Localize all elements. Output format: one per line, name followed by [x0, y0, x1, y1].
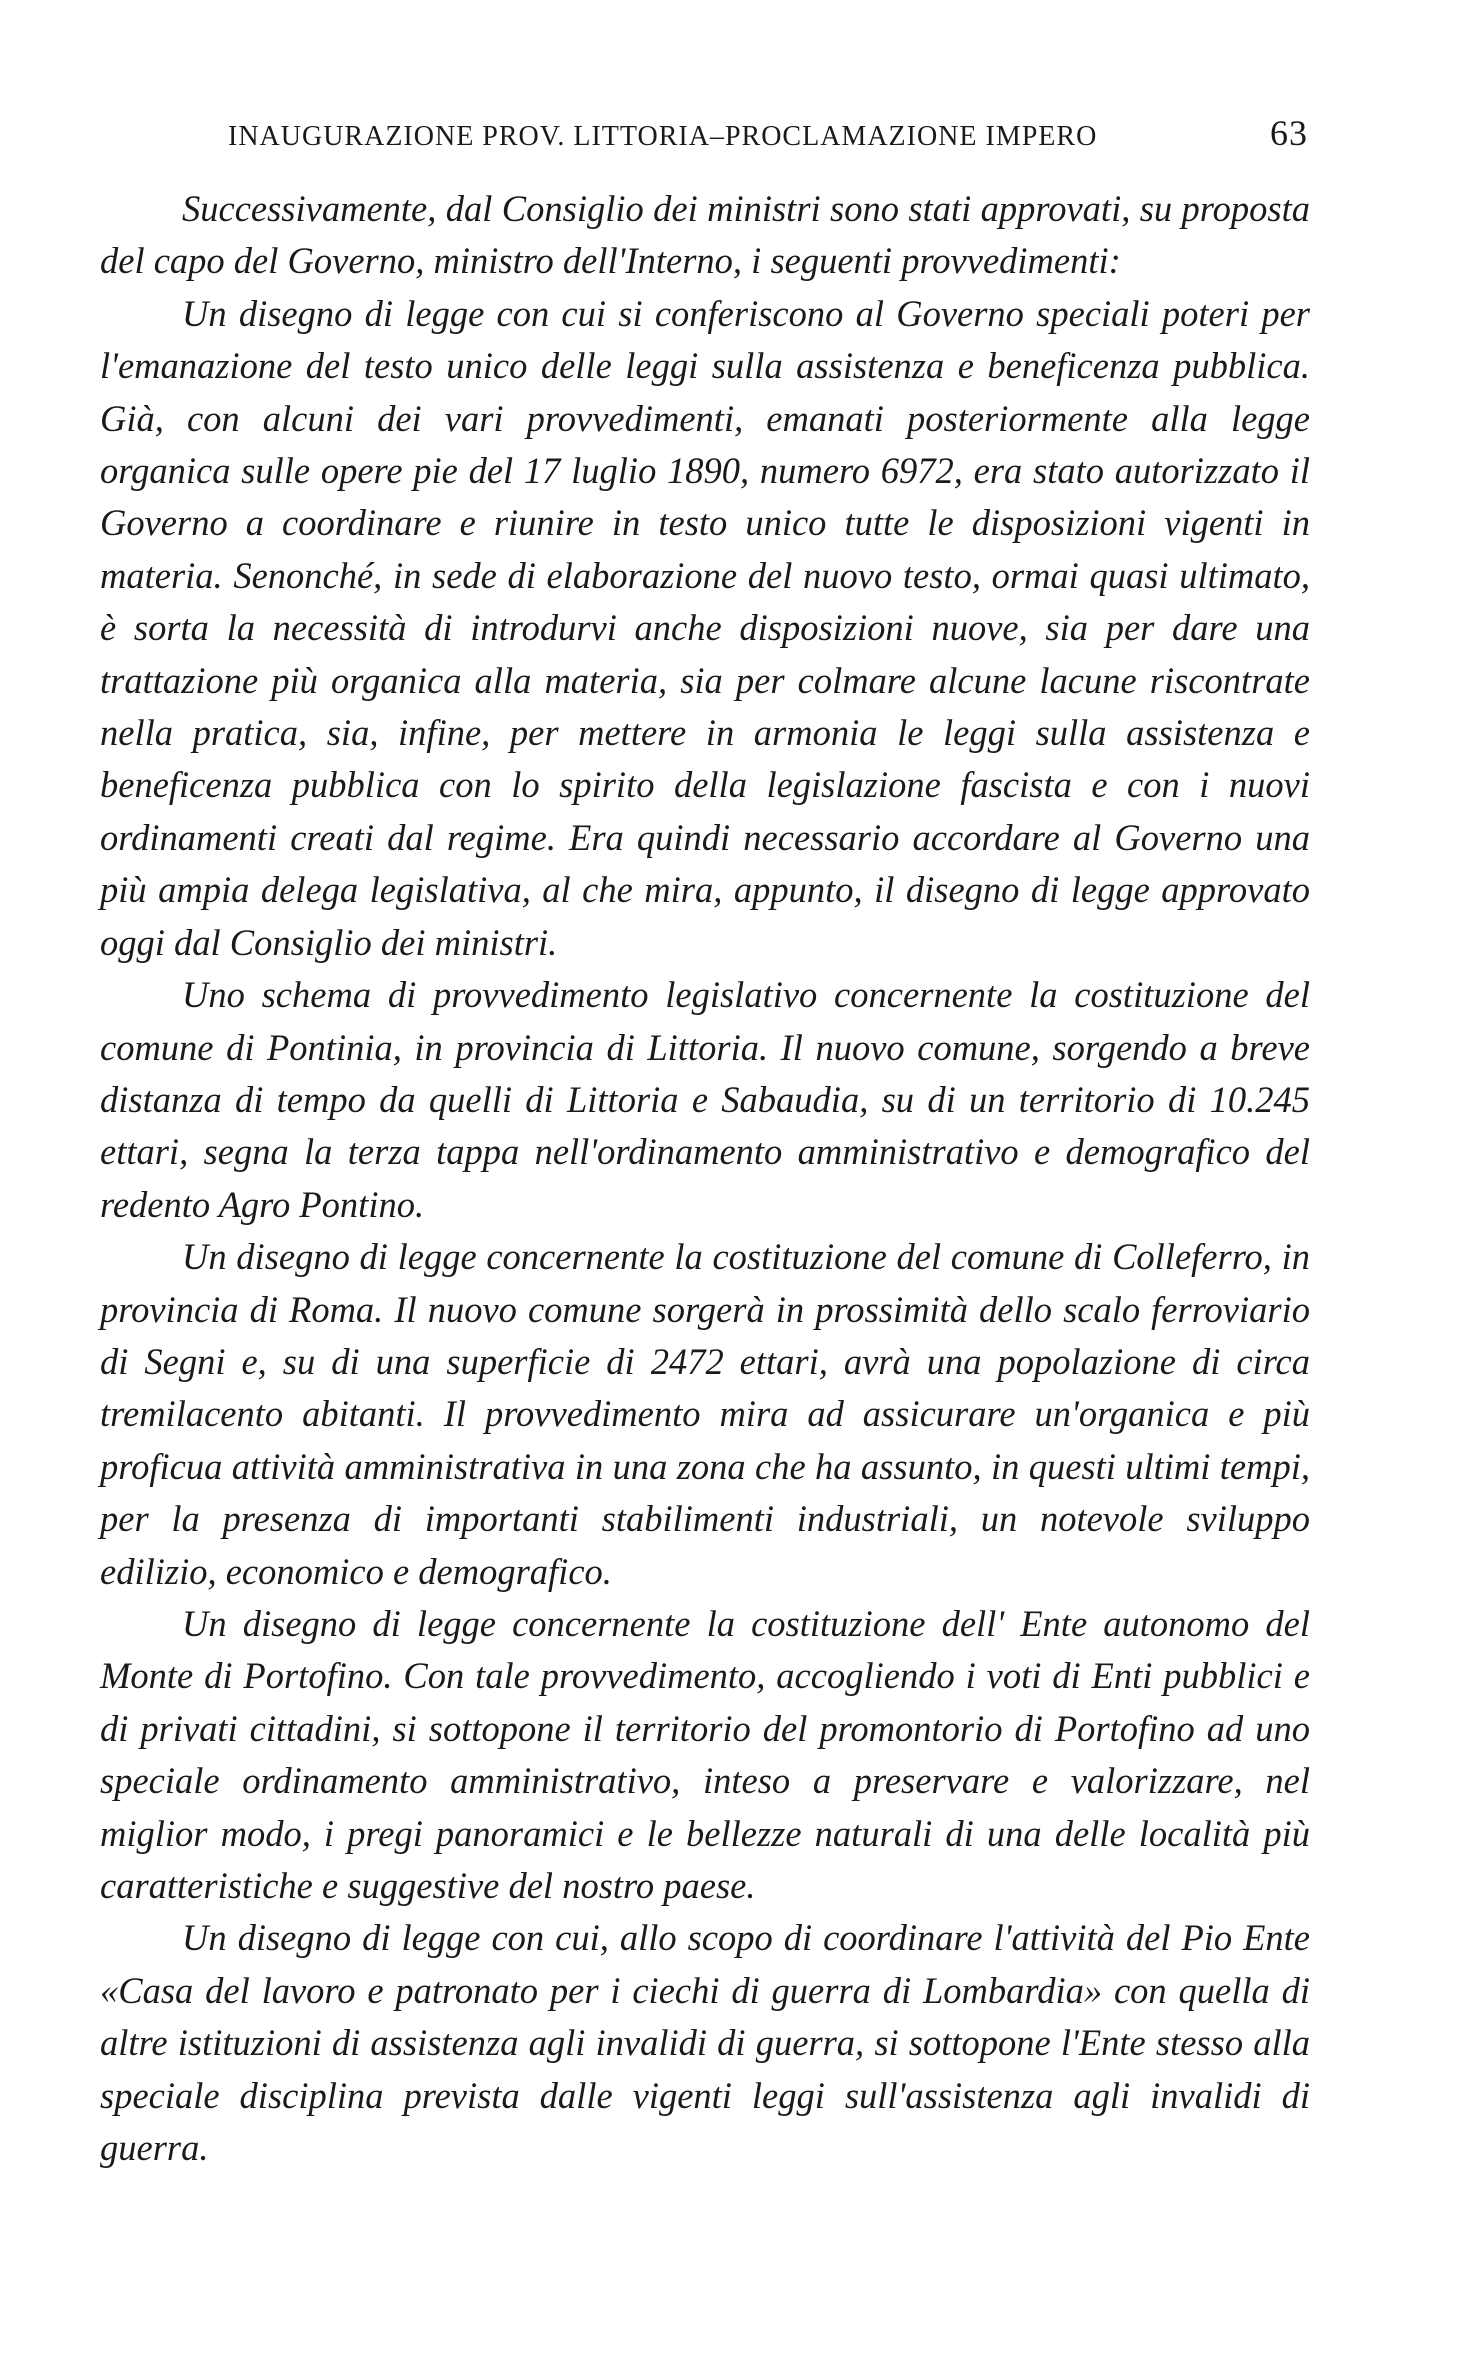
- running-head: [228, 112, 1308, 154]
- paragraph-intro: Successivamente, dal Consiglio dei ministri sono stati approvati, su proposta del capo del Governo, ministro dell'Interno, i seguenti provvedimenti:: [100, 188, 1310, 282]
- paragraph-ciechi-guerra: Un disegno di legge con cui, allo scopo di coordinare l'attività del Pio Ente «Casa del lavoro e patronato per i ciechi di guerra di Lombardia» con quella di altre istituzioni di assistenza agli invalidi di guerra, si sottopone l'Ente stesso alla speciale disciplina prevista dalle vigenti leggi sull'assistenza agli invalidi di guerra.: [100, 1917, 1310, 2169]
- paragraph-pontinia: Uno schema di provvedimento legislativo concernente la costituzione del comune di Pontinia, in provincia di Littoria. Il nuovo comune, sorgendo a breve distanza di tempo da quelli di Littoria e Sabaudia, su di un territorio di 10.245 ettari, segna la terza tappa nell'ordinamento amministrativo e demografico del redento Agro Pontino.: [100, 974, 1310, 1225]
- body-text: [100, 183, 1310, 2174]
- paragraph-portofino: Un disegno di legge concernente la costituzione dell' Ente autonomo del Monte di Portofino. Con tale provvedimento, accogliendo i voti di Enti pubblici e di privati cittadini, si sottopone il territorio del promontorio di Portofino ad uno speciale ordinamento amministrativo, inteso a preservare e valorizzare, nel miglior modo, i pregi panoramici e le bellezze naturali di una delle località più caratteristiche e suggestive del nostro paese.: [100, 1602, 1310, 1906]
- paragraph-assistenza-beneficenza: Un disegno di legge con cui si conferiscono al Governo speciali poteri per l'emanazione del testo unico delle leggi sulla assistenza e beneficenza pubblica. Già, con alcuni dei vari provvedimenti, emanati posteriormente alla legge organica sulle opere pie del 17 luglio 1890, numero 6972, era stato autorizzato il Governo a coordinare e riunire in testo unico tutte le disposizioni vigenti in materia. Senonché, in sede di elaborazione del nuovo testo, ormai quasi ultimato, è sorta la necessità di introdurvi anche disposizioni nuove, sia per dare una trattazione più organica alla materia, sia per colmare alcune lacune riscontrate nella pratica, sia, infine, per mettere in armonia le leggi sulla assistenza e beneficenza pubblica con lo spirito della legislazione fascista e con i nuovi ordinamenti creati dal regime. Era quindi necessario accordare al Governo una più ampia delega legislativa, al che mira, appunto, il disegno di legge approvato oggi dal Consiglio dei ministri.: [100, 292, 1310, 963]
- running-title: INAUGURAZIONE PROV. LITTORIA–PROCLAMAZIONE IMPERO: [228, 121, 1098, 152]
- paragraph-colleferro: Un disegno di legge concernente la costituzione del comune di Colleferro, in provincia di Roma. Il nuovo comune sorgerà in prossimità dello scalo ferroviario di Segni e, su di una superficie di 2472 ettari, avrà una popolazione di circa tremilacento abitanti. Il provvedimento mira ad assicurare un'organica e più proficua attività amministrativa in una zona che ha assunto, in questi ultimi tempi, per la presenza di importanti stabilimenti industriali, un notevole sviluppo edilizio, economico e demografico.: [100, 1236, 1310, 1592]
- page-number: 63: [1270, 113, 1308, 153]
